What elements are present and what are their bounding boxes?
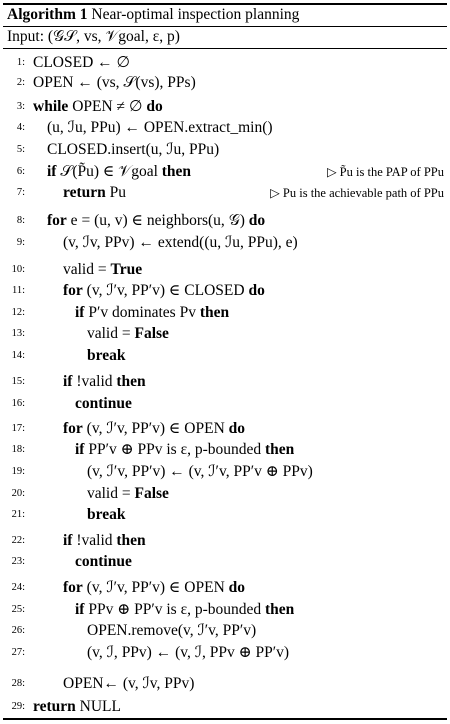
algorithm-line (0, 346, 450, 366)
line-code: OPEN← (v, ℐv, PPv) (63, 675, 195, 692)
algorithm-line (0, 643, 450, 663)
line-number: 26: (11, 625, 25, 636)
algorithm-line (0, 260, 450, 280)
line-code: if !valid then (63, 373, 146, 390)
line-code: for (v, ℐ′v, PP′v) ∈ OPEN do (63, 420, 246, 437)
line-code: CLOSED.insert(u, ℐu, PPu) (47, 141, 220, 158)
algorithm-line (0, 73, 450, 93)
algorithm-line (0, 621, 450, 641)
algorithm-line (0, 140, 450, 160)
line-code: for (v, ℐ′v, PP′v) ∈ CLOSED do (63, 282, 265, 299)
line-number: 12: (11, 307, 25, 318)
line-code: continue (75, 395, 132, 412)
line-code: while OPEN ≠ ∅ do (33, 98, 163, 115)
line-code: OPEN ← (vs, 𝒮(vs), PPs) (33, 74, 196, 91)
algorithm-line (0, 674, 450, 694)
line-number: 1: (16, 57, 25, 68)
line-number: 17: (11, 423, 25, 434)
algorithm-title (7, 6, 299, 24)
line-code: valid = False (87, 485, 169, 502)
line-code: (v, ℐv, PPv) ← extend((u, ℐu, PPu), e) (63, 234, 298, 251)
line-number: 4: (16, 122, 25, 133)
line-number: 28: (11, 678, 25, 689)
line-number: 9: (16, 237, 25, 248)
algorithm-line (0, 211, 450, 231)
line-code: (v, ℐ′v, PP′v) ← (v, ℐ′v, PP′v ⊕ PPv) (87, 463, 313, 480)
line-code: (v, ℐ, PPv) ← (v, ℐ, PPv ⊕ PP′v) (87, 644, 290, 661)
line-code: return NULL (33, 698, 121, 715)
algorithm-line (0, 505, 450, 525)
line-number: 13: (11, 328, 25, 339)
line-code: for e = (u, v) ∈ neighbors(u, 𝒢) do (47, 212, 266, 229)
line-code: CLOSED ← ∅ (33, 54, 131, 71)
line-number: 16: (11, 398, 25, 409)
algorithm-line (0, 372, 450, 392)
algorithm-title-label: Algorithm 1 (7, 6, 88, 23)
bottom-rule (3, 718, 447, 720)
line-code: if 𝒮(P̃u) ∈ 𝒱goal then (47, 163, 192, 180)
line-code: break (87, 347, 126, 364)
line-number: 6: (16, 166, 25, 177)
algorithm-line (0, 600, 450, 620)
top-rule (3, 3, 447, 5)
algorithm-line (0, 183, 450, 203)
header-rule (3, 48, 447, 49)
line-number: 24: (11, 582, 25, 593)
algorithm-line (0, 303, 450, 323)
algorithm-line (0, 697, 450, 717)
algorithm-line (0, 281, 450, 301)
algorithm-line (0, 419, 450, 439)
line-code: if P′v dominates Pv then (75, 304, 230, 321)
algorithm-line (0, 394, 450, 414)
algorithm-line (0, 324, 450, 344)
line-number: 21: (11, 509, 25, 520)
line-code: OPEN.remove(v, ℐ′v, PP′v) (87, 622, 257, 639)
line-number: 22: (11, 535, 25, 546)
line-code: return Pu (63, 184, 127, 201)
algorithm-line (0, 578, 450, 598)
line-code: break (87, 506, 126, 523)
line-code: valid = False (87, 325, 169, 342)
line-number: 29: (11, 701, 25, 712)
algorithm-line (0, 97, 450, 117)
line-number: 5: (16, 144, 25, 155)
title-rule (3, 26, 447, 27)
algorithm-line (0, 552, 450, 572)
line-code: for (v, ℐ′v, PP′v) ∈ OPEN do (63, 579, 246, 596)
line-code: (u, ℐu, PPu) ← OPEN.extract_min() (47, 119, 273, 136)
line-number: 3: (16, 101, 25, 112)
line-code: continue (75, 553, 132, 570)
line-number: 8: (16, 215, 25, 226)
line-code: if PPv ⊕ PP′v is ε, p-bounded then (75, 601, 295, 618)
line-number: 11: (11, 285, 25, 296)
line-number: 2: (16, 77, 25, 88)
line-comment: ▷ Pu is the achievable path of PPu (270, 186, 444, 200)
algorithm-line (0, 462, 450, 482)
algorithm-line (0, 531, 450, 551)
line-number: 25: (11, 604, 25, 615)
algorithm-line (0, 118, 450, 138)
algorithm-line (0, 162, 450, 182)
algorithm-line (0, 53, 450, 73)
line-code: if PP′v ⊕ PPv is ε, p-bounded then (75, 441, 295, 458)
algorithm-title-text: Near-optimal inspection planning (91, 6, 300, 23)
line-number: 19: (11, 466, 25, 477)
algorithm-line (0, 440, 450, 460)
line-number: 18: (11, 444, 25, 455)
line-code: if !valid then (63, 532, 146, 549)
line-number: 10: (11, 264, 25, 275)
line-number: 27: (11, 647, 25, 658)
algorithm-line (0, 233, 450, 253)
line-comment: ▷ P̃u is the PAP of PPu (326, 165, 444, 179)
line-number: 23: (11, 556, 25, 567)
algorithm-input: Input: (𝒢𝒮, vs, 𝒱goal, ε, p) (7, 28, 180, 45)
line-code: valid = True (63, 261, 143, 278)
algorithm-line (0, 484, 450, 504)
line-number: 20: (11, 488, 25, 499)
line-number: 14: (11, 350, 25, 361)
line-number: 7: (16, 187, 25, 198)
line-number: 15: (11, 376, 25, 387)
